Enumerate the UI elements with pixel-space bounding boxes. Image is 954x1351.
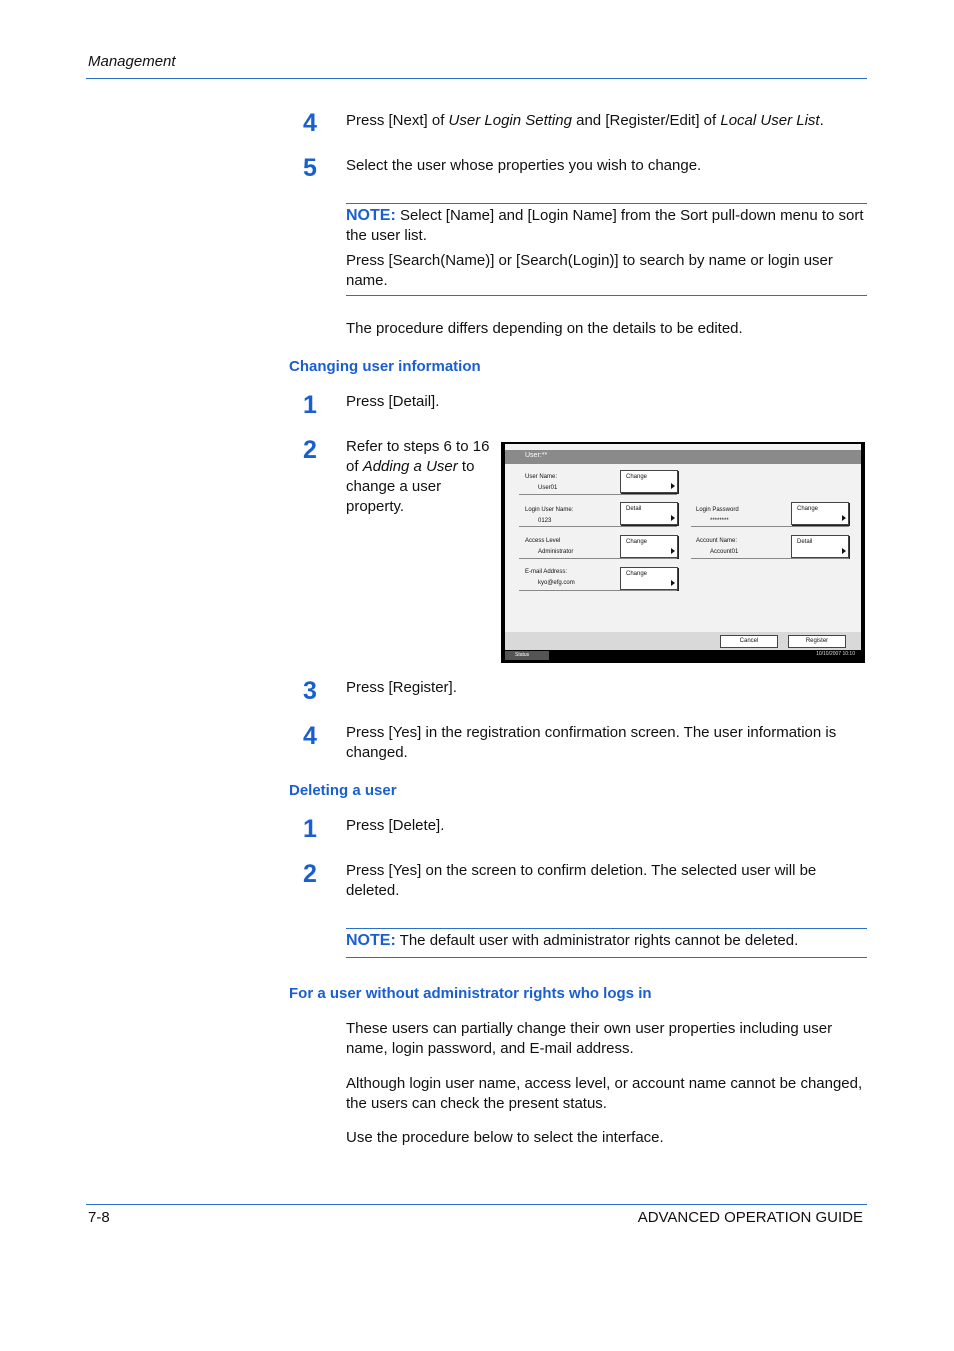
access-level-change-button[interactable]: Change <box>620 535 678 558</box>
login-name-value: 0123 <box>538 518 552 524</box>
user-name-value: User01 <box>538 485 558 491</box>
running-header: Management <box>88 53 176 70</box>
step-text: Press [Yes] in the registration confirmation screen. The user information is changed. <box>346 724 837 761</box>
footer-rule <box>86 1204 867 1205</box>
account-name-label: Account Name: <box>696 538 738 544</box>
section-heading: Changing user information <box>289 358 481 375</box>
step-text: Press [Register]. <box>346 679 457 696</box>
user-name-label: User Name: <box>525 474 558 480</box>
note-text: Press [Search(Name)] or [Search(Login)] to search by name or login user name. <box>346 252 833 289</box>
step-number: 3 <box>303 677 317 705</box>
account-name-detail-button[interactable]: Detail <box>791 535 849 558</box>
datetime: 10/10/2007 10:10 <box>816 651 855 657</box>
section-heading: For a user without administrator rights who logs in <box>289 985 652 1002</box>
page-number: 7-8 <box>88 1209 110 1226</box>
section-heading: Deleting a user <box>289 782 397 799</box>
step-text: Press [Next] of User Login Setting and [Register/Edit] of Local User List. <box>346 112 824 129</box>
user-name-change-button[interactable]: Change <box>620 470 678 493</box>
paragraph: Use the procedure below to select the interface. <box>346 1129 664 1146</box>
step-text: Press [Detail]. <box>346 393 440 410</box>
divider <box>519 558 677 559</box>
step-text: Press [Delete]. <box>346 817 445 834</box>
cancel-button[interactable]: Cancel <box>720 635 778 648</box>
email-label: E-mail Address: <box>525 569 568 575</box>
header-rule <box>86 78 867 79</box>
step-text: Press [Yes] on the screen to confirm deletion. The selected user will be deleted. <box>346 862 817 899</box>
login-name-label: Login User Name: <box>525 507 574 513</box>
note-box: NOTE: The default user with administrator rights cannot be deleted. <box>346 932 799 949</box>
status-button[interactable]: Status <box>505 651 549 660</box>
note-rule-top <box>346 928 867 929</box>
login-password-label: Login Password <box>696 507 739 513</box>
note-rule-top <box>346 203 867 204</box>
divider <box>691 526 849 527</box>
guide-title: ADVANCED OPERATION GUIDE <box>637 1209 863 1226</box>
note-label: NOTE: <box>346 207 396 224</box>
note-label: NOTE: <box>346 932 396 949</box>
login-name-detail-button[interactable]: Detail <box>620 502 678 525</box>
step-number: 4 <box>303 109 317 137</box>
status-bar <box>505 650 861 661</box>
login-password-value: ******** <box>710 518 729 524</box>
step-number: 4 <box>303 722 317 750</box>
email-change-button[interactable]: Change <box>620 567 678 590</box>
access-level-label: Access Level <box>525 538 561 544</box>
step-text: Refer to steps 6 to 16 of Adding a User to change a user property. <box>346 438 490 515</box>
divider <box>519 526 677 527</box>
step-number: 1 <box>303 391 317 419</box>
note-box: NOTE: Select [Name] and [Login Name] from the Sort pull-down menu to sort the user list. <box>346 207 864 244</box>
email-value: kyo@efg.com <box>538 580 575 586</box>
divider <box>691 558 849 559</box>
step-number: 2 <box>303 436 317 464</box>
paragraph: Although login user name, access level, or account name cannot be changed, the users can check the present status. <box>346 1075 863 1112</box>
login-password-change-button[interactable]: Change <box>791 502 849 525</box>
account-name-value: Account01 <box>710 549 739 555</box>
note-rule-bottom <box>346 957 867 958</box>
register-button[interactable]: Register <box>788 635 846 648</box>
intro-text: The procedure differs depending on the details to be edited. <box>346 320 743 337</box>
divider <box>519 590 677 591</box>
divider <box>519 494 677 495</box>
note-rule-bottom <box>346 295 867 296</box>
step-number: 2 <box>303 860 317 888</box>
screen-title-bar: User:** <box>505 450 861 464</box>
access-level-value: Administrator <box>538 549 574 555</box>
user-detail-screenshot <box>501 442 865 663</box>
step-text: Select the user whose properties you wish to change. <box>346 157 702 174</box>
step-number: 5 <box>303 154 317 182</box>
step-number: 1 <box>303 815 317 843</box>
paragraph: These users can partially change their own user properties including user name, login password, and E-mail address. <box>346 1020 833 1057</box>
